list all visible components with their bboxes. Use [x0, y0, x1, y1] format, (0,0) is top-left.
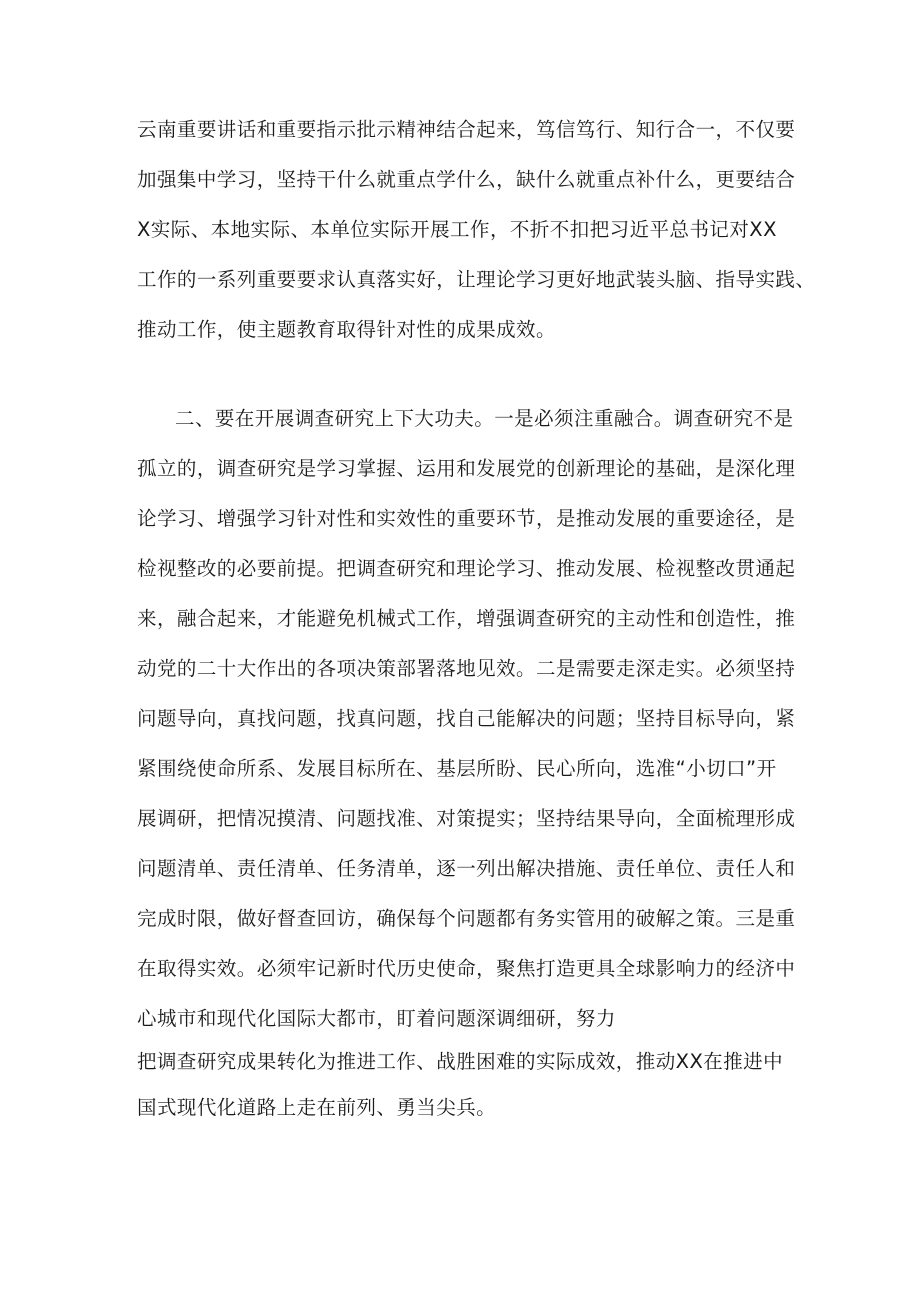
- paragraph-line: 紧围绕使命所系、发展目标所在、基层所盼、民心所向，选准“小切口”开: [137, 757, 777, 780]
- paragraph-line: 二、要在开展调查研究上下大功夫。一是必须注重融合。调查研究不是: [175, 407, 794, 430]
- paragraph-line: 问题导向，真找问题，找真问题，找自己能解决的问题；坚持目标导向，紧: [137, 707, 796, 730]
- paragraph-line: 检视整改的必要前提。把调查研究和理论学习、推动发展、检视整改贯通起: [137, 557, 796, 580]
- paragraph-line: 问题清单、责任清单、任务清单，逐一列出解决措施、责任单位、责任人和: [137, 857, 796, 880]
- paragraph-line: 孤立的，调查研究是学习掌握、运用和发展党的创新理论的基础，是深化理: [137, 457, 796, 480]
- paragraph-line: 展调研，把情况摸清、问题找准、对策提实；坚持结果导向，全面梳理形成: [137, 807, 796, 830]
- paragraph-line: 把调查研究成果转化为推进工作、战胜困难的实际成效，推动XX在推进中: [137, 1050, 784, 1073]
- paragraph-line: 来，融合起来，才能避免机械式工作，增强调查研究的主动性和创造性，推: [137, 607, 796, 630]
- paragraph-line: 加强集中学习，坚持干什么就重点学什么，缺什么就重点补什么，更要结合: [137, 168, 796, 191]
- paragraph-line: 在取得实效。必须牢记新时代历史使命，聚焦打造更具全球影响力的经济中: [137, 957, 796, 980]
- paragraph-line: X实际、本地实际、本单位实际开展工作，不折不扣把习近平总书记对XX: [137, 218, 777, 241]
- paragraph-line: 推动工作，使主题教育取得针对性的成果成效。: [137, 318, 556, 341]
- paragraph-line: 完成时限，做好督查回访，确保每个问题都有务实管用的破解之策。三是重: [137, 907, 796, 930]
- paragraph-line: 国式现代化道路上走在前列、勇当尖兵。: [137, 1096, 497, 1119]
- paragraph-line: 心城市和现代化国际大都市，盯着问题深调细研，努力: [137, 1007, 616, 1030]
- paragraph-line: 云南重要讲话和重要指示批示精神结合起来，笃信笃行、知行合一，不仅要: [137, 118, 796, 141]
- paragraph-line: 工作的一系列重要要求认真落实好，让理论学习更好地武装头脑、指导实践、: [137, 268, 816, 291]
- paragraph-line: 动党的二十大作出的各项决策部署落地见效。二是需要走深走实。必须坚持: [137, 657, 796, 680]
- paragraph-line: 论学习、增强学习针对性和实效性的重要环节，是推动发展的重要途径，是: [137, 507, 796, 530]
